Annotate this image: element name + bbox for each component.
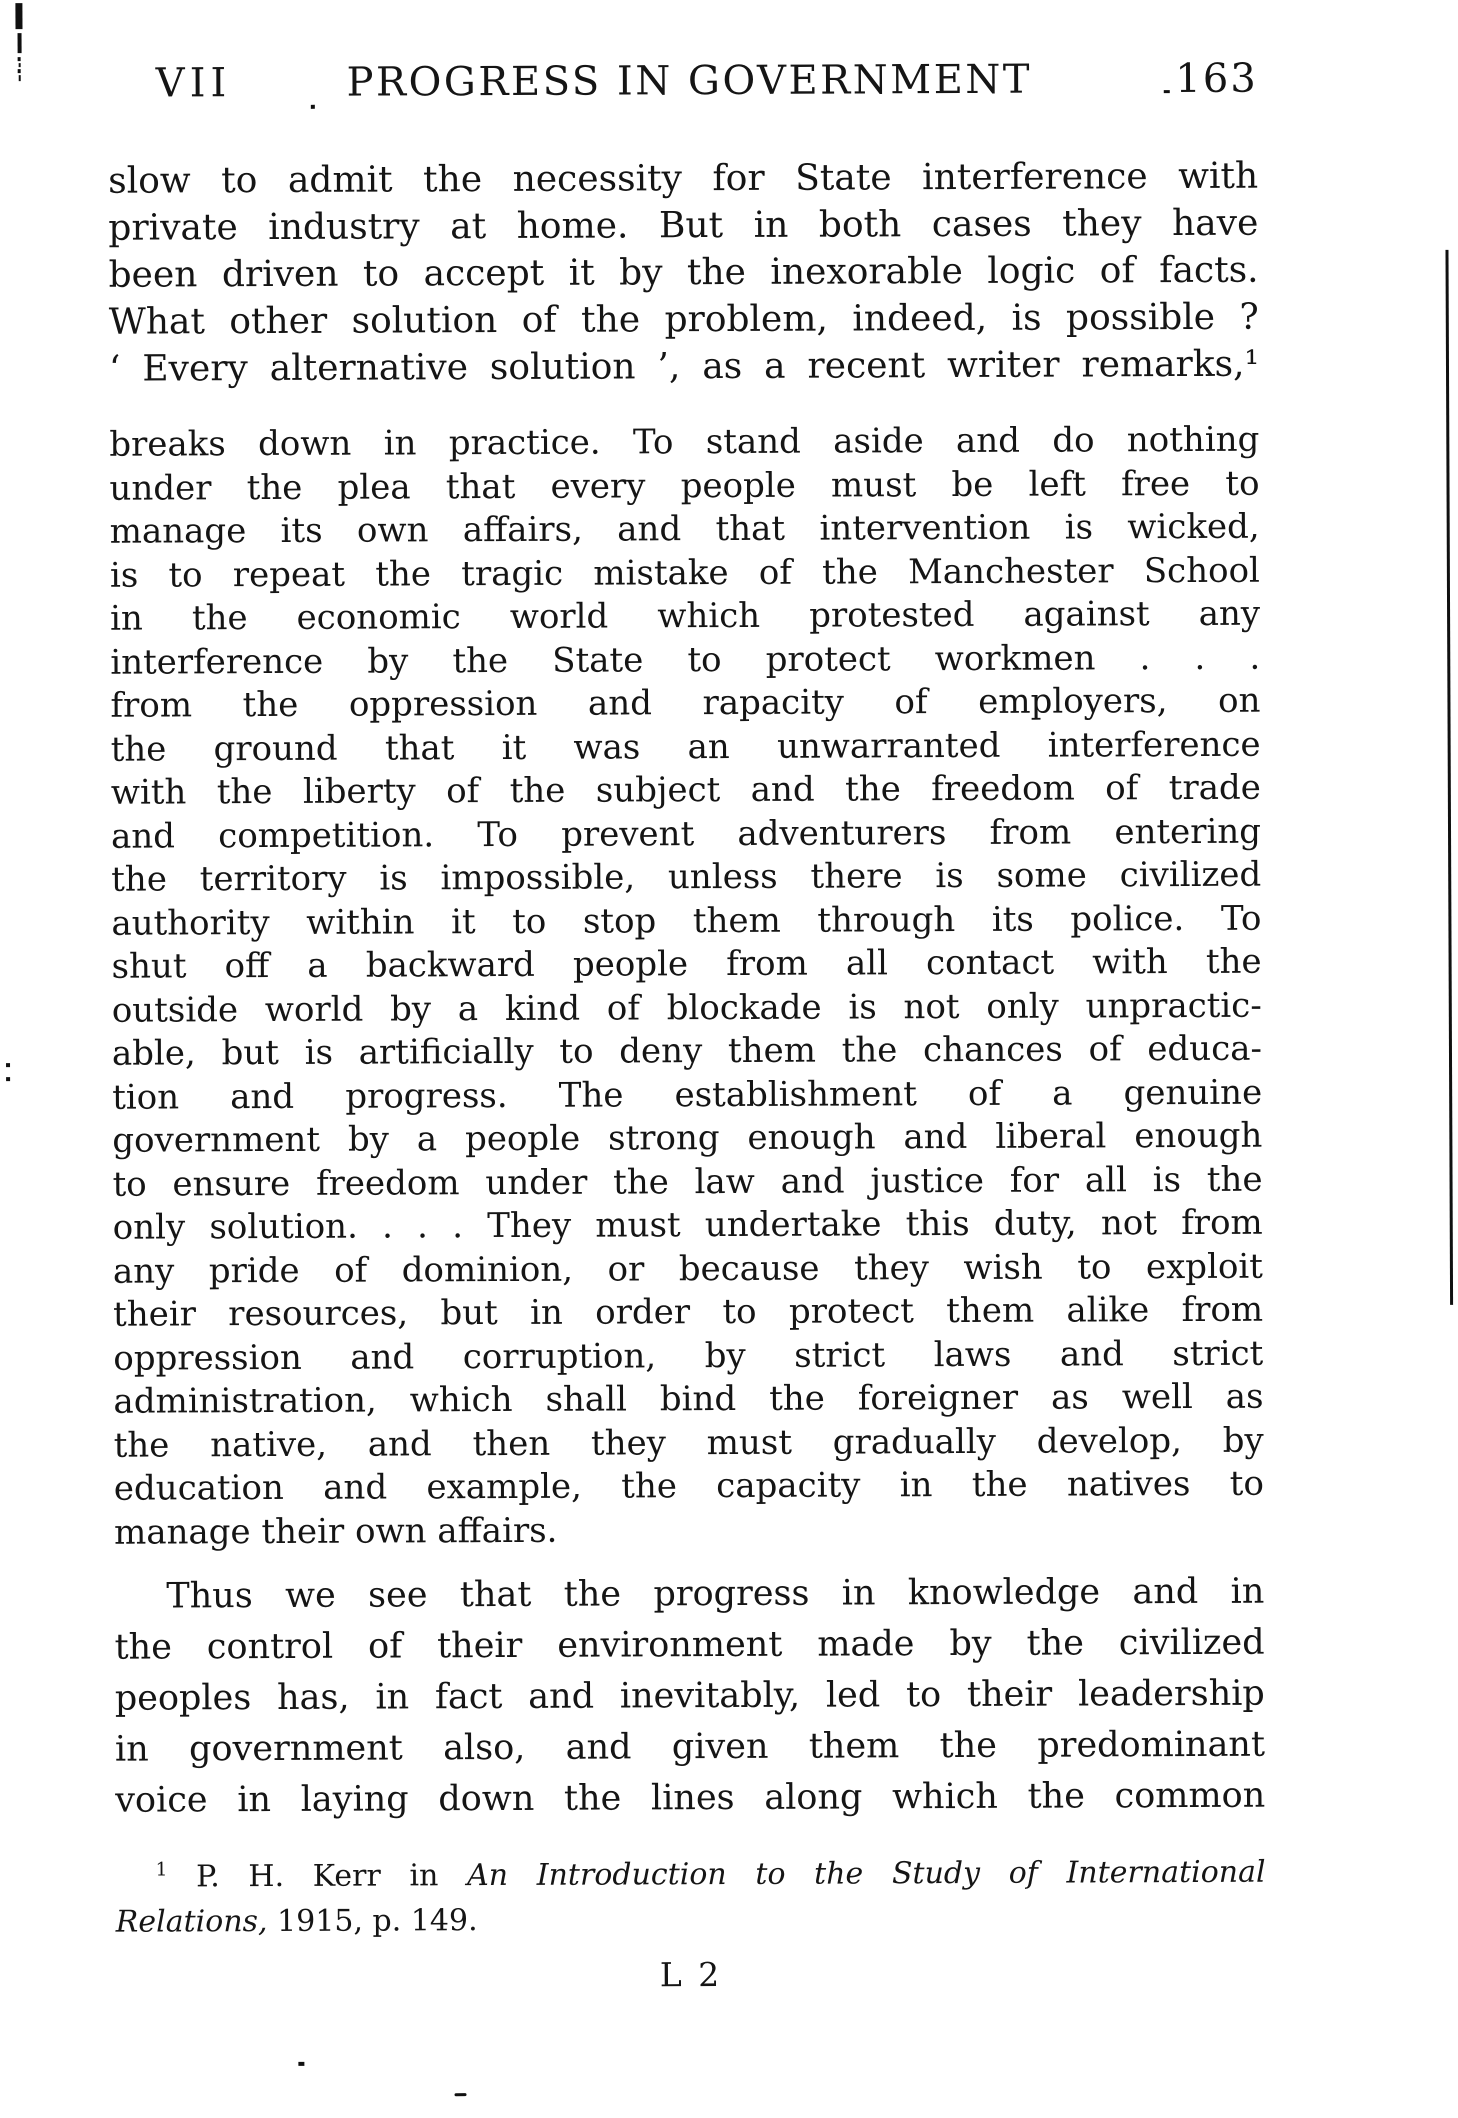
text-line: been driven to accept it by the inexorable logic of facts. xyxy=(108,249,1259,296)
ink-speck xyxy=(18,69,21,73)
text-line: the native, and then they must gradually develop, by xyxy=(113,1420,1264,1466)
text-line: private industry at home. But in both cases they have xyxy=(108,202,1259,249)
text-line: voice in laying down the lines along which the common xyxy=(115,1775,1266,1821)
ink-speck xyxy=(6,1063,10,1067)
ink-speck xyxy=(6,1077,10,1081)
text-line: able, but is artificially to deny them the chances of educa- xyxy=(111,1028,1263,1074)
ink-speck xyxy=(455,2093,467,2096)
footnote-work-title: An Introduction to the Study of International xyxy=(466,1854,1266,1894)
text-line: the ground that it was an unwarranted interference xyxy=(110,724,1261,770)
text-line: administration, which shall bind the foreigner as well as xyxy=(113,1376,1264,1422)
text-line: in the economic world which protested against any xyxy=(109,593,1261,639)
text-line: ‘ Every alternative solution ’, as a recent writer remarks,¹ xyxy=(108,343,1260,390)
ink-speck xyxy=(18,57,21,61)
footnote xyxy=(115,1850,1265,1945)
running-title: PROGRESS IN GOVERNMENT xyxy=(346,56,1033,106)
text-line: outside world by a kind of blockade is not only unpractic- xyxy=(111,985,1262,1031)
text-line: the control of their environment made by the civilized xyxy=(114,1622,1265,1668)
ink-speck xyxy=(19,75,21,81)
text-line: shut off a backward people from all contact with the xyxy=(111,941,1262,987)
page-number: 163 xyxy=(1175,55,1258,103)
text-line: is to repeat the tragic mistake of the Manchester School xyxy=(109,550,1260,596)
text-line: interference by the State to protect workmen . . . xyxy=(110,637,1261,683)
text-line: authority within it to stop them through its police. To xyxy=(111,898,1262,944)
footnote-citation-suffix: 1915, p. 149. xyxy=(267,1903,478,1940)
text-line: any pride of dominion, or because they wish to exploit xyxy=(112,1246,1264,1292)
ink-mark xyxy=(15,3,22,29)
ink-speck xyxy=(298,2062,304,2066)
text-line: tion and progress. The establishment of a genuine xyxy=(112,1072,1263,1118)
signature-mark: L 2 xyxy=(659,1955,723,1995)
text-line: What other solution of the problem, indeed, is possible ? xyxy=(108,296,1259,343)
text-line: in government also, and given them the predominant xyxy=(114,1724,1266,1770)
text-line: manage their own affairs. xyxy=(113,1510,558,1553)
chapter-numeral: VII xyxy=(155,60,232,107)
text-line: slow to admit the necessity for State interference with xyxy=(108,155,1259,202)
closing-paragraph xyxy=(114,1567,1265,1827)
text-line: oppression and corruption, by strict laws and strict xyxy=(113,1333,1264,1379)
text-line: government by a people strong enough and liberal enough xyxy=(112,1115,1263,1161)
footnote-line xyxy=(116,1895,1266,1945)
block-quote xyxy=(109,419,1264,1555)
text-line: breaks down in practice. To stand aside and do nothing xyxy=(109,419,1260,465)
text-line: to ensure freedom under the law and justice for all is the xyxy=(112,1159,1263,1205)
footnote-citation-prefix: P. H. Kerr in xyxy=(167,1858,468,1895)
text-line: with the liberty of the subject and the freedom of trade xyxy=(110,767,1261,813)
text-line: from the oppression and rapacity of employers, on xyxy=(110,680,1261,726)
text-line: under the plea that every people must be left free to xyxy=(109,463,1260,509)
ink-mark xyxy=(18,33,22,53)
text-column xyxy=(108,56,1266,1997)
paragraph-continuation xyxy=(108,153,1259,393)
text-line: Thus we see that the progress in knowledge and in xyxy=(166,1571,1265,1617)
text-line: peoples has, in fact and inevitably, led to their leadership xyxy=(114,1673,1265,1719)
text-line: and competition. To prevent adventurers from entering xyxy=(110,811,1262,857)
footnote-work-title: Relations, xyxy=(115,1904,268,1940)
ink-speck xyxy=(19,63,21,67)
page-edge-line xyxy=(1445,250,1453,1305)
text-line: manage its own affairs, and that intervention is wicked, xyxy=(109,506,1260,552)
text-line: only solution. . . . They must undertake this duty, not from xyxy=(112,1202,1263,1248)
running-header xyxy=(108,56,1258,107)
text-line: the territory is impossible, unless there is some civilized xyxy=(111,854,1262,900)
footnote-line xyxy=(115,1850,1265,1900)
text-line: their resources, but in order to protect them alike from xyxy=(113,1289,1264,1335)
text-line: education and example, the capacity in the natives to xyxy=(113,1463,1264,1509)
footnote-marker: 1 xyxy=(155,1859,168,1881)
